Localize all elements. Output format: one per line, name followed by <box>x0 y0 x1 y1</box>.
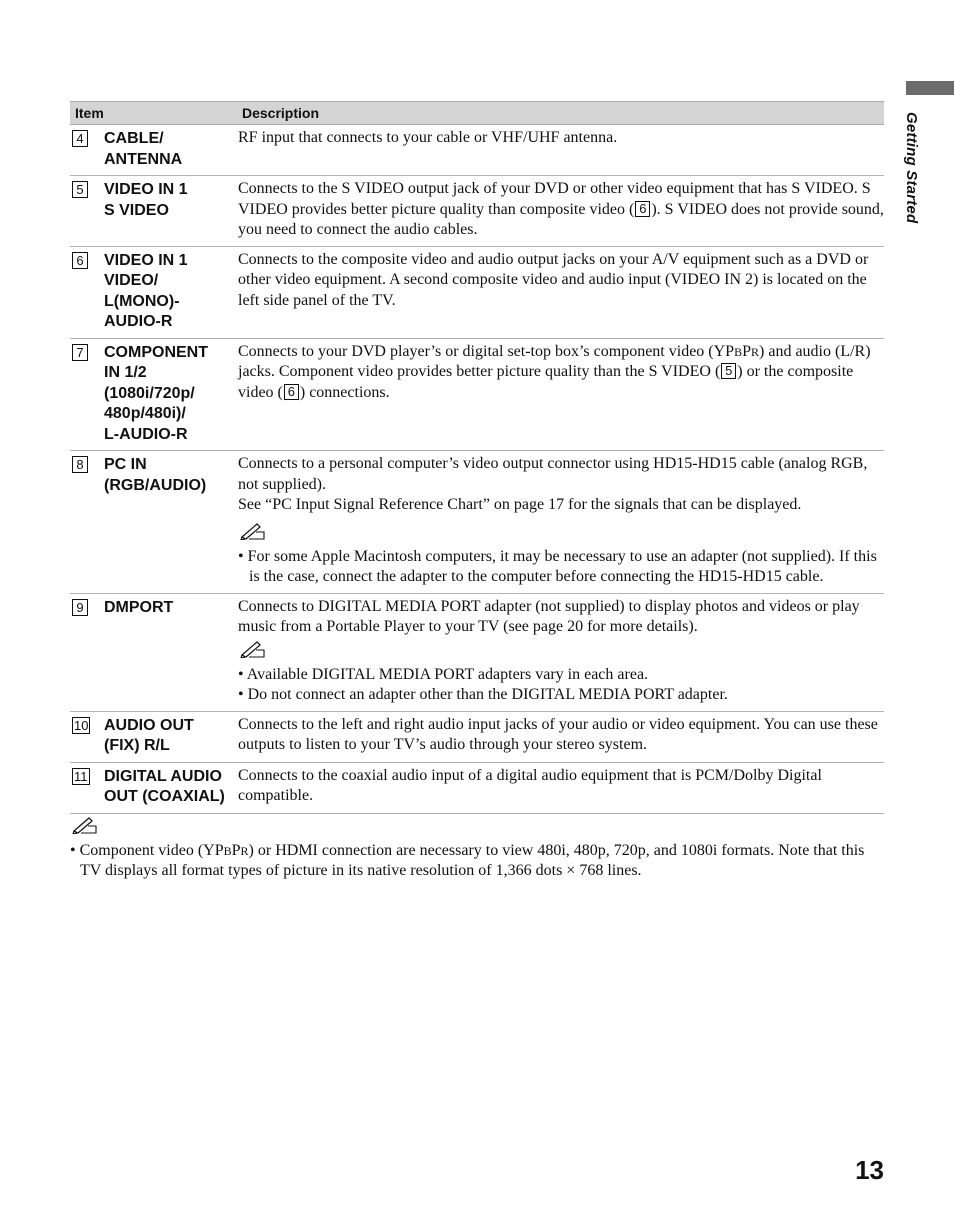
item-description: Connects to the coaxial audio input of a digital audio equipment that is PCM/Dolby Digital compatible. <box>238 766 822 805</box>
item-description: Connects to the composite video and audio output jacks on your A/V equipment such as a DVD or other video equipment. A second composite video and audio input (VIDEO IN 2) is located on the left side panel of the TV. <box>238 250 869 309</box>
footnote <box>70 816 884 882</box>
item-name: COMPONENT IN 1/2 (1080i/720p/ 480p/480i)/ L-AUDIO-R <box>104 343 208 443</box>
item-number: 6 <box>72 252 88 269</box>
reference-box: 6 <box>635 201 650 217</box>
page-number: 13 <box>855 1155 884 1185</box>
note-pencil-icon <box>72 816 884 841</box>
reference-box: 5 <box>721 363 736 379</box>
item-number: 8 <box>72 456 88 473</box>
note-pencil-icon <box>240 522 884 547</box>
table-row <box>70 762 884 813</box>
reference-box: 6 <box>284 384 299 400</box>
note-item: • Available DIGITAL MEDIA PORT adapters vary in each area. <box>238 665 649 683</box>
item-description: Connects to a personal computer’s video output connector using HD15-HD15 cable (analog RGB, not supplied). <box>238 455 868 493</box>
table-row <box>70 246 884 338</box>
item-name: AUDIO OUT (FIX) R/L <box>104 716 194 755</box>
table-row <box>70 176 884 247</box>
item-number: 10 <box>74 717 89 733</box>
header-item: Item <box>70 102 238 125</box>
item-description: Connects to DIGITAL MEDIA PORT adapter (not supplied) to display photos and videos or play music from a Portable Player to your TV (see page 20 for more details). <box>238 597 860 636</box>
table-row <box>70 338 884 451</box>
header-description: Description <box>238 102 884 125</box>
section-side-label: Getting Started <box>903 112 920 224</box>
item-name: CABLE/ ANTENNA <box>104 130 183 168</box>
item-name: VIDEO IN 1 S VIDEO <box>104 181 188 219</box>
item-number: 9 <box>72 599 88 616</box>
note-item: • Do not connect an adapter other than the DIGITAL MEDIA PORT adapter. <box>238 686 728 704</box>
item-description: Connects to the S VIDEO output jack of your DVD or other video equipment that has S VIDEO. S VIDEO provides better picture quality than composite video ( 6 ). S VIDEO does not provide sound, you need to connect the audio cables. <box>238 180 884 239</box>
item-name: PC IN (RGB/AUDIO) <box>104 456 207 494</box>
table-row <box>70 711 884 762</box>
item-name: VIDEO IN 1 VIDEO/ L(MONO)- AUDIO-R <box>104 251 188 331</box>
item-description: Connects to the left and right audio input jacks of your audio or video equipment. You can use these outputs to listen to your TV’s audio through your stereo system. <box>238 715 878 754</box>
table-row <box>70 593 884 711</box>
section-tab-marker <box>906 81 954 95</box>
item-description: RF input that connects to your cable or VHF/UHF antenna. <box>238 129 618 146</box>
item-number: 11 <box>74 768 88 784</box>
table-row <box>70 451 884 594</box>
item-number: 7 <box>72 344 88 361</box>
table-row <box>70 125 884 176</box>
item-name: DIGITAL AUDIO OUT (COAXIAL) <box>104 767 225 806</box>
footnote-text: • Component video (YPBPR) or HDMI connection are necessary to view 480i, 480p, 720p, and 1080i formats. Note that this TV displays all format types of picture in its native resolution of 1,366 dots × 768 lines. <box>70 841 865 880</box>
connector-table <box>70 101 884 814</box>
item-description: See “PC Input Signal Reference Chart” on page 17 for the signals that can be displayed. <box>238 496 802 514</box>
item-number: 5 <box>72 181 88 198</box>
note-pencil-icon <box>240 640 884 665</box>
item-description: Connects to your DVD player’s or digital set-top box’s component video (YPBPR) and audio (L/R) jacks. Component video provides better picture quality than the S VIDEO ( 5 ) or the composite video ( 6 ) connections. <box>238 342 871 401</box>
table-header-row <box>70 102 884 125</box>
note-item: • For some Apple Macintosh computers, it may be necessary to use an adapter (not supplied). If this is the case, connect the adapter to the computer before connecting the HD15-HD15 cable. <box>238 547 877 586</box>
item-name: DMPORT <box>104 598 174 616</box>
item-number: 4 <box>72 130 88 147</box>
